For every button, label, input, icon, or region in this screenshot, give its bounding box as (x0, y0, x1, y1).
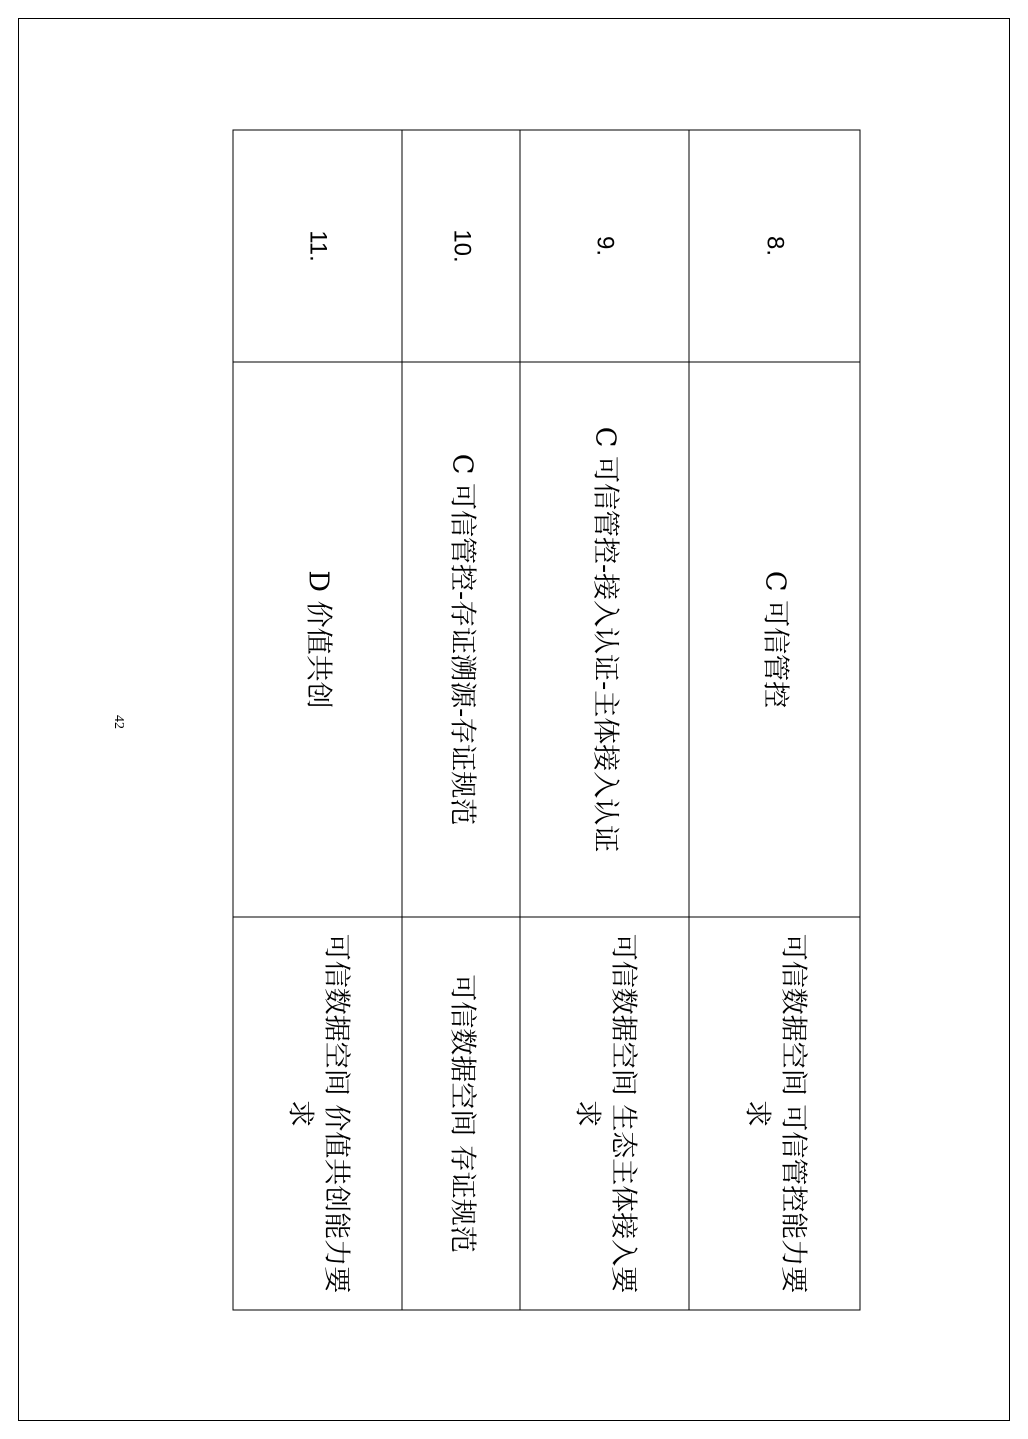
row-category: C 可信管控 (689, 362, 860, 917)
row-category: C 可信管控-接入认证-主体接入认证 (520, 362, 689, 917)
row-category: D 价值共创 (233, 362, 402, 917)
table-row (233, 130, 402, 1310)
table-row (689, 130, 860, 1310)
row-index: 8. (689, 130, 860, 362)
row-index: 11. (233, 130, 402, 362)
standards-table (232, 129, 860, 1310)
row-requirement: 可信数据空间 可信管控能力要求 (689, 917, 860, 1310)
row-index: 9. (520, 130, 689, 362)
row-index: 10. (402, 130, 520, 362)
row-category: C 可信管控-存证溯源-存证规范 (402, 362, 520, 917)
row-requirement: 可信数据空间 价值共创能力要求 (233, 917, 402, 1310)
table-row (520, 130, 689, 1310)
standards-table-container (233, 129, 860, 1309)
row-requirement: 可信数据空间 生态主体接入要求 (520, 917, 689, 1310)
row-requirement: 可信数据空间 存证规范 (402, 917, 520, 1310)
page-number: 42 (111, 715, 126, 729)
table-row (402, 130, 520, 1310)
